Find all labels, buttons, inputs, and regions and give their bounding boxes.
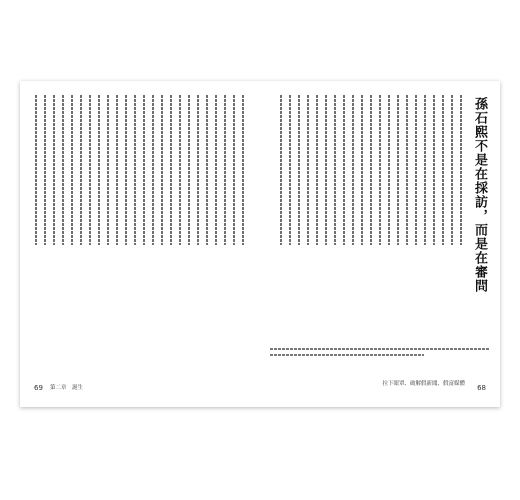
right-page-number: 68 <box>477 384 486 392</box>
body-text-column <box>442 95 444 245</box>
left-page <box>20 81 260 407</box>
right-page-body-text <box>274 95 464 245</box>
chapter-title: 孫石熙不是在採訪，而是在審問 <box>472 97 487 293</box>
body-text-column <box>343 95 345 245</box>
body-text-column <box>298 95 300 245</box>
body-text-column <box>242 95 244 245</box>
body-text-column <box>179 95 181 245</box>
body-text-column <box>289 95 291 245</box>
body-text-column <box>451 95 453 245</box>
body-text-column <box>80 95 82 245</box>
body-text-column <box>44 95 46 245</box>
body-text-column <box>388 95 390 245</box>
body-text-column <box>71 95 73 245</box>
body-text-column <box>170 95 172 245</box>
body-text-column <box>334 95 336 245</box>
body-text-column <box>361 95 363 245</box>
body-text-column <box>325 95 327 245</box>
left-page-body-text <box>34 95 246 245</box>
body-text-column <box>316 95 318 245</box>
body-text-column <box>134 95 136 245</box>
body-text-column <box>107 95 109 245</box>
body-text-column <box>433 95 435 245</box>
body-text-column <box>206 95 208 245</box>
body-text-column <box>62 95 64 245</box>
body-text-column <box>280 95 282 245</box>
right-page <box>260 81 500 407</box>
body-text-column <box>161 95 163 245</box>
left-page-number: 69 <box>34 384 43 392</box>
body-text-column <box>89 95 91 245</box>
body-text-column <box>460 95 462 245</box>
body-text-column <box>370 95 372 245</box>
body-text-column <box>98 95 100 245</box>
book-spread <box>20 81 500 407</box>
left-running-head: 第二章 誕生 <box>50 385 84 391</box>
right-running-head: 拉下眼罩、破解假新聞、假富媒體 <box>382 381 465 387</box>
body-text-column <box>116 95 118 245</box>
body-text-column <box>352 95 354 245</box>
body-text-column <box>379 95 381 245</box>
body-text-column <box>143 95 145 245</box>
body-text-column <box>35 95 37 245</box>
right-page-footnote <box>270 348 490 360</box>
body-text-column <box>424 95 426 245</box>
body-text-column <box>125 95 127 245</box>
body-text-column <box>197 95 199 245</box>
body-text-column <box>215 95 217 245</box>
body-text-column <box>307 95 309 245</box>
body-text-column <box>397 95 399 245</box>
body-text-column <box>53 95 55 245</box>
body-text-column <box>415 95 417 245</box>
body-text-column <box>233 95 235 245</box>
body-text-column <box>406 95 408 245</box>
body-text-column <box>188 95 190 245</box>
body-text-column <box>152 95 154 245</box>
body-text-column <box>224 95 226 245</box>
